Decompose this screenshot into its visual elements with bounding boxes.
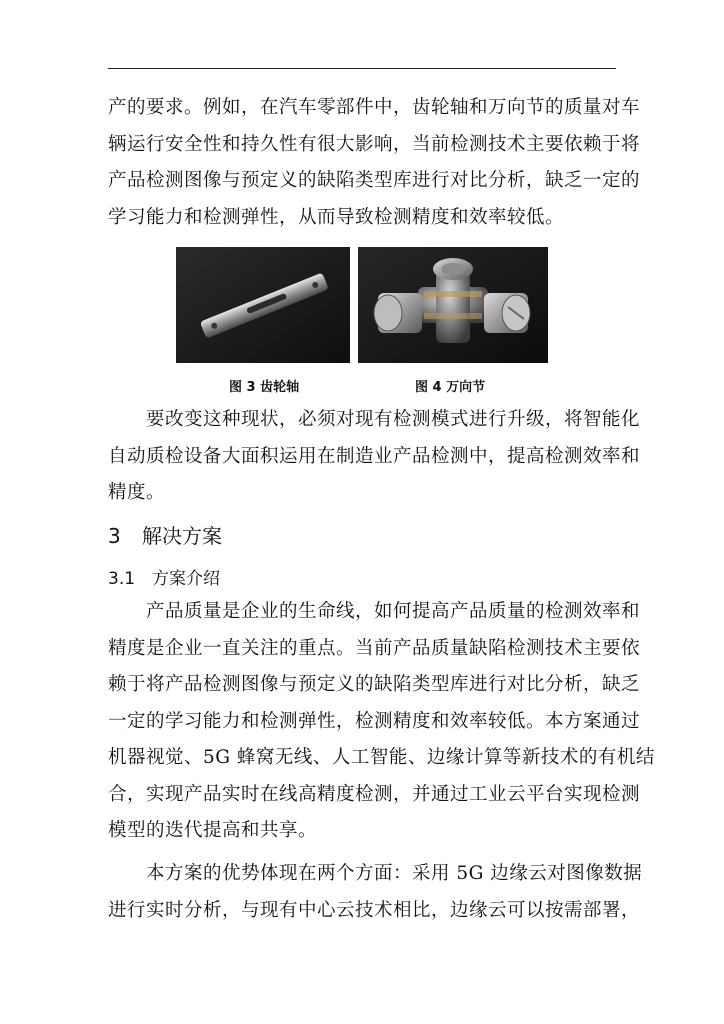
text-line: 本方案的优势体现在两个方面：采用 5G 边缘云对图像数据 bbox=[146, 863, 643, 884]
figure-3-caption: 图 3 齿轮轴 bbox=[229, 380, 300, 395]
advantage-paragraph bbox=[108, 856, 643, 929]
section-3-1-heading bbox=[108, 564, 220, 589]
section-3-heading bbox=[108, 520, 222, 549]
text-line: 合，实现产品实时在线高精度检测，并通过工业云平台实现检测 bbox=[108, 783, 641, 805]
text-line: 机器视觉、5G 蜂窝无线、人工智能、边缘计算等新技术的有机结 bbox=[108, 747, 655, 768]
section-title: 解决方案 bbox=[142, 524, 222, 548]
text-line: 精度。 bbox=[108, 482, 166, 503]
text-line: 产品检测图像与预定义的缺陷类型库进行对比分析，缺乏一定的 bbox=[108, 170, 641, 191]
section-number: 3.1 bbox=[108, 569, 136, 589]
figure-4-caption: 图 4 万向节 bbox=[415, 380, 486, 395]
section-title: 方案介绍 bbox=[152, 569, 220, 589]
text-line: 要改变这种现状，必须对现有检测模式进行升级，将智能化 bbox=[146, 409, 641, 430]
text-line: 学习能力和检测弹性，从而导致检测精度和效率较低。 bbox=[108, 206, 565, 228]
universal-joint-photo bbox=[358, 247, 548, 363]
text-line: 产品质量是企业的生命线，如何提高产品质量的检测效率和 bbox=[146, 601, 641, 622]
header-rule bbox=[108, 68, 616, 69]
gear-shaft-image bbox=[176, 247, 350, 363]
text-line: 一定的学习能力和检测弹性，检测精度和效率较低。本方案通过 bbox=[108, 710, 641, 732]
gear-shaft-photo bbox=[176, 247, 350, 363]
upgrade-paragraph bbox=[108, 402, 641, 512]
text-line: 辆运行安全性和持久性有很大影响，当前检测技术主要依赖于将 bbox=[108, 133, 641, 155]
text-line: 模型的迭代提高和共享。 bbox=[108, 820, 318, 841]
text-line: 产的要求。例如，在汽车零部件中，齿轮轴和万向节的质量对车 bbox=[108, 97, 641, 118]
intro-paragraph bbox=[108, 90, 641, 236]
text-line: 自动质检设备大面积运用在制造业产品检测中，提高检测效率和 bbox=[108, 445, 641, 467]
text-line: 精度是企业一直关注的重点。当前产品质量缺陷检测技术主要依 bbox=[108, 637, 641, 659]
universal-joint-image bbox=[358, 247, 548, 363]
solution-intro-paragraph bbox=[108, 594, 655, 850]
text-line: 进行实时分析，与现有中心云技术相比，边缘云可以按需部署， bbox=[108, 899, 641, 921]
section-number: 3 bbox=[108, 524, 121, 548]
text-line: 赖于将产品检测图像与预定义的缺陷类型库进行对比分析，缺乏 bbox=[108, 674, 641, 695]
